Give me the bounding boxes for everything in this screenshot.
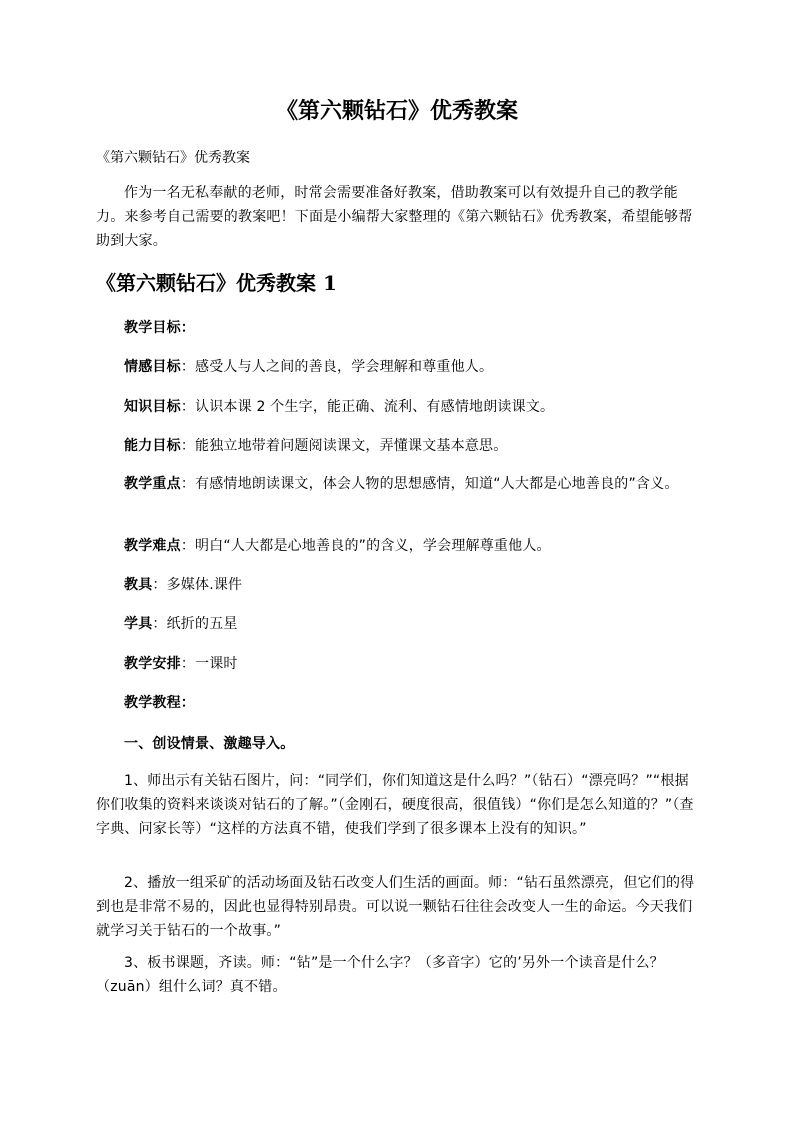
- step1-paragraph-3: 3、板书课题，齐读。师：“钻”是一个什么字？（多音字）它的’另外一个读音是什么？（zuān）组什么词？真不错。: [96, 955, 664, 995]
- ability-goal: [96, 434, 700, 458]
- difficulty-label: 教学难点: [124, 538, 181, 554]
- knowledge-goal-label: 知识目标: [124, 399, 181, 415]
- teaching-tools-label: 教具: [124, 577, 153, 593]
- schedule: [96, 652, 700, 676]
- knowledge-goal: [96, 395, 700, 419]
- key-point: [96, 472, 700, 496]
- student-tools-label: 学具: [124, 616, 153, 632]
- section-heading: 《第六颗钻石》优秀教案 1: [96, 271, 337, 295]
- process-label: [96, 691, 700, 715]
- teaching-tools-text: ：多媒体.课件: [152, 577, 243, 593]
- emotion-goal-text: ：感受人与人之间的善良，学会理解和尊重他人。: [180, 359, 494, 375]
- key-point-text: ：有感情地朗读课文，体会人物的思想感情，知道“人大都是心地善良的”含义。: [180, 476, 679, 492]
- knowledge-goal-text: ：认识本课 2 个生字，能正确、流利、有感情地朗读课文。: [180, 399, 555, 415]
- ability-goal-label: 能力目标: [124, 438, 181, 454]
- student-tools: [96, 612, 700, 636]
- goals-label: [96, 316, 700, 340]
- step1-paragraph-1: 1、师出示有关钻石图片，问：“同学们，你们知道这是什么吗？”（钻石）“漂亮吗？”“根据你们收集的资料来谈谈对钻石的了解。”（金刚石，硬度很高，很值钱）“你们是怎么知道的？”（查字典、问家长等）“这样的方法真不错，使我们学到了很多课本上没有的知识。”: [96, 773, 694, 837]
- key-point-label: 教学重点: [124, 476, 181, 492]
- step1-paragraph-2: 2、播放一组采矿的活动场面及钻石改变人们生活的画面。师：“钻石虽然漂亮，但它们的得到也是非常不易的，因此也显得特别昂贵。可以说一颗钻石往往会改变人一生的命运。今天我们就学习关于钻石的一个故事。”: [96, 875, 695, 939]
- process-label-text: 教学教程：: [124, 695, 195, 711]
- goals-label-text: 教学目标：: [124, 320, 195, 336]
- teaching-tools: [96, 573, 700, 597]
- schedule-text: ：一课时: [180, 656, 238, 672]
- step1-heading: 一、创设情景、激趣导入。: [124, 736, 295, 752]
- document-subtitle: 《第六颗钻石》优秀教案: [96, 150, 250, 166]
- schedule-label: 教学安排: [124, 656, 181, 672]
- intro-paragraph: 作为一名无私奉献的老师，时常会需要准备好教案，借助教案可以有效提升自己的教学能力。来参考自己需要的教案吧！下面是小编帮大家整理的《第六颗钻石》优秀教案，希望能够帮助到大家。: [96, 185, 693, 249]
- emotion-goal: [96, 355, 700, 379]
- difficulty: [96, 534, 700, 558]
- difficulty-text: ：明白“人大都是心地善良的”的含义，学会理解尊重他人。: [180, 538, 551, 554]
- student-tools-text: ：纸折的五星: [152, 616, 238, 632]
- document-title: 《第六颗钻石》优秀教案: [275, 98, 518, 124]
- emotion-goal-label: 情感目标: [124, 359, 181, 375]
- ability-goal-text: ：能独立地带着问题阅读课文，弄懂课文基本意思。: [180, 438, 508, 454]
